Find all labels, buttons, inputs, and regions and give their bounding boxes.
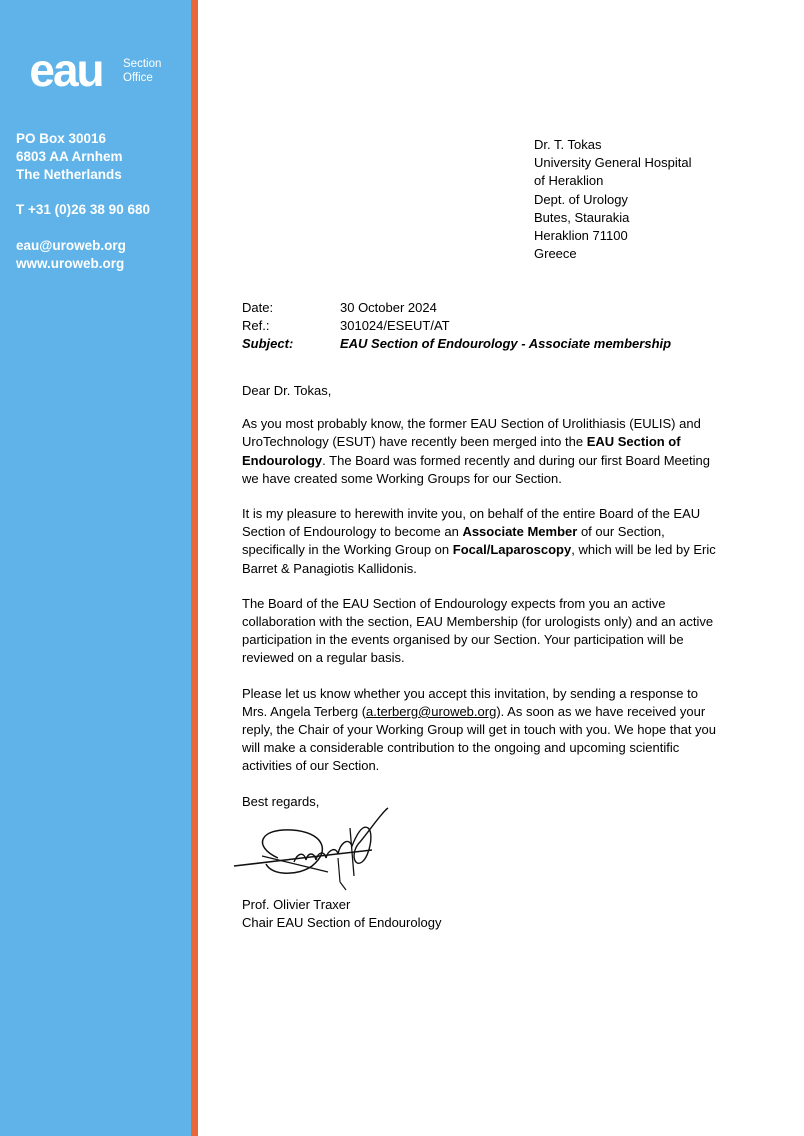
date-value: 30 October 2024 xyxy=(340,300,437,315)
address-line: PO Box 30016 xyxy=(16,131,107,146)
bold-working-group: Focal/Laparoscopy xyxy=(452,542,572,558)
recipient-address xyxy=(534,136,692,263)
logo-sub-line: Office xyxy=(123,72,153,84)
date-label: Date: xyxy=(242,300,274,315)
bold-section-name: EAU Section of Endourology xyxy=(242,434,681,468)
recipient-line: Dept. of Urology xyxy=(534,191,628,207)
address-line: 6803 AA Arnhem xyxy=(16,149,123,164)
sidebar-website[interactable]: www.uroweb.org xyxy=(16,256,125,271)
signer-block xyxy=(242,896,441,932)
paragraph-4: Please let us know whether you accept this invitation, by sending a response to Mrs. Angela Terberg (a.terberg@uroweb.org). As soon as we have received your reply, the Chair of your Working Group will get in touch with you. We hope that you will make a considerable contribution to the ongoing and upcoming scientific activities of our Section. xyxy=(242,685,717,774)
paragraph-2: It is my pleasure to herewith invite you, on behalf of the entire Board of the EAU Section of Endourology to become an Associate Member of our Section, specifically in the Working Group on Focal/Laparoscopy, which will be led by Eric Barret & Panagiotis Kallidonis. xyxy=(242,506,716,576)
sidebar-contact xyxy=(16,237,126,273)
recipient-name: Dr. T. Tokas xyxy=(534,137,602,152)
signer-name: Prof. Olivier Traxer xyxy=(242,897,351,912)
signature-image xyxy=(232,806,392,898)
sidebar xyxy=(0,0,191,1136)
date-row xyxy=(242,299,671,317)
logo-subtitle xyxy=(123,57,161,85)
letter-body xyxy=(242,382,722,811)
greeting: Dear Dr. Tokas, xyxy=(242,383,332,398)
svg-text:eau: eau xyxy=(29,48,103,94)
closing: Best regards, xyxy=(242,793,320,809)
recipient-line: of Heraklion xyxy=(534,173,604,189)
subject-row xyxy=(242,335,671,353)
contact-email-link[interactable]: a.terberg@uroweb.org xyxy=(366,703,497,719)
accent-stripe xyxy=(191,0,198,1136)
ref-row xyxy=(242,317,671,335)
eau-logo xyxy=(16,48,116,94)
recipient-line: Greece xyxy=(534,246,577,262)
recipient-line: Heraklion 71100 xyxy=(534,228,628,244)
signer-title: Chair EAU Section of Endourology xyxy=(242,915,442,931)
paragraph-3: The Board of the EAU Section of Endourology expects from you an active collaboration with the section, EAU Membership (for urologists only) and an active participation in the events organised by our Section. Your participation will be reviewed on a regular basis. xyxy=(242,595,714,666)
paragraph-1: As you most probably know, the former EAU Section of Urolithiasis (EULIS) and UroTechnology (ESUT) have recently been merged into the EAU Section of Endourology. The Board was formed recently and during our first Board Meeting we have created some Working Groups for our Section. xyxy=(242,416,710,486)
sidebar-phone xyxy=(16,201,150,219)
sidebar-email[interactable]: eau@uroweb.org xyxy=(16,238,126,253)
subject-label: Subject: xyxy=(242,336,294,352)
letter-meta xyxy=(242,299,671,354)
recipient-line: Butes, Staurakia xyxy=(534,209,630,225)
address-line: The Netherlands xyxy=(16,167,122,182)
sidebar-address xyxy=(16,130,123,184)
phone-number: T +31 (0)26 38 90 680 xyxy=(16,202,150,217)
ref-label: Ref.: xyxy=(242,318,270,334)
subject-value: EAU Section of Endourology - Associate membership xyxy=(340,336,672,352)
logo-sub-line: Section xyxy=(123,58,162,70)
ref-value: 301024/ESEUT/AT xyxy=(340,318,450,334)
bold-associate-member: Associate Member xyxy=(462,524,578,540)
recipient-line: University General Hospital xyxy=(534,155,692,171)
